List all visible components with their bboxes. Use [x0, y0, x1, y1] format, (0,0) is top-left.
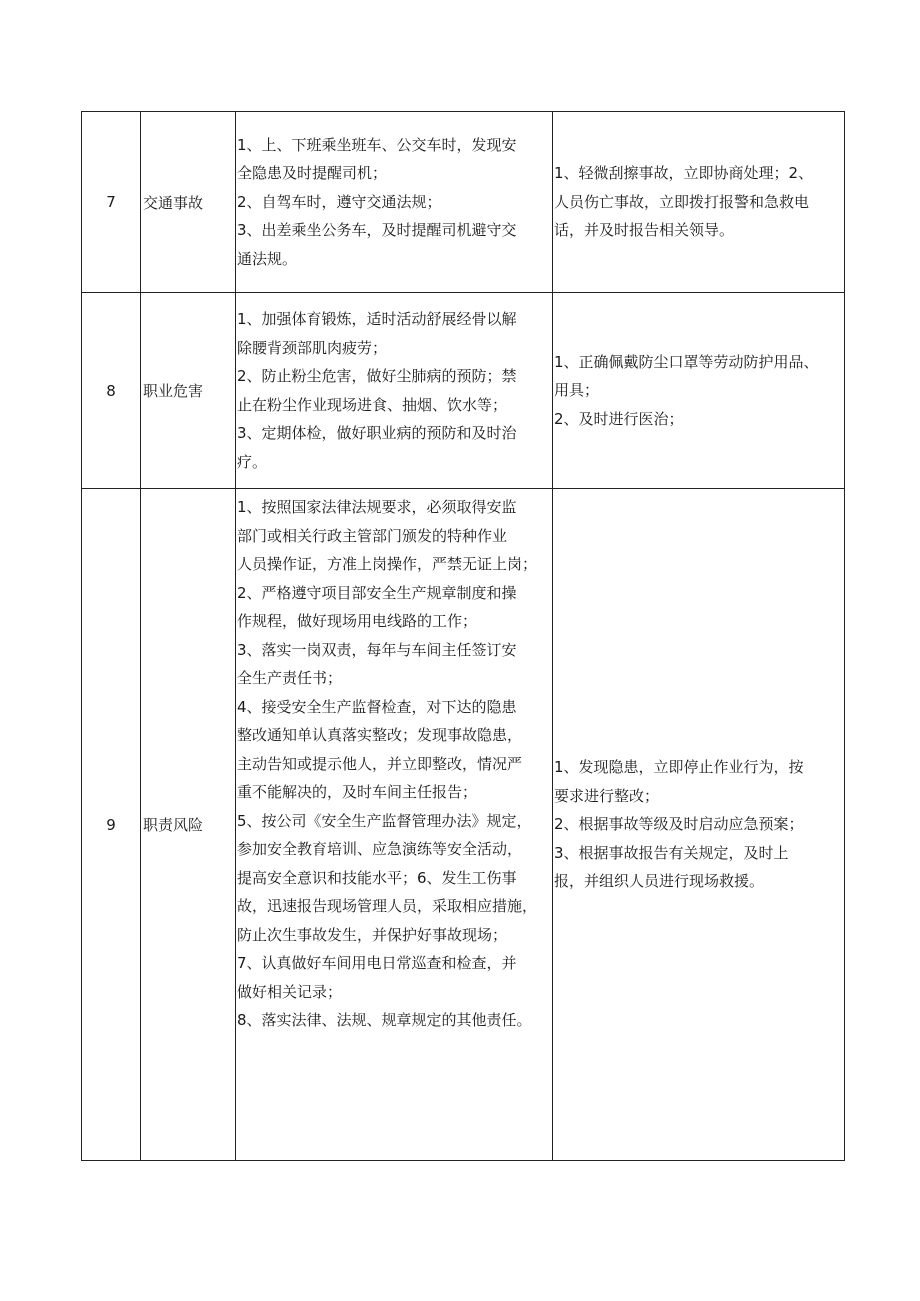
- measure-line: 2、严格遵守项目部安全生产规章制度和操: [237, 583, 517, 602]
- measure-line: 止在粉尘作业现场进食、抽烟、饮水等；: [237, 395, 508, 414]
- measure-line: 重不能解决的，及时车间主任报告；: [237, 783, 478, 801]
- prevention-measures: [236, 112, 553, 293]
- row-number: 9: [82, 489, 141, 1161]
- table-row: [82, 112, 845, 293]
- measure-line: 3、落实一岗双责，每年与车间主任签订安: [237, 640, 517, 659]
- hazard-name: 交通事故: [141, 112, 236, 293]
- response-line: 1、正确佩戴防尘口罩等劳动防护用品、: [554, 352, 819, 371]
- measure-line: 5、按公司《安全生产监督管理办法》规定，: [237, 811, 532, 830]
- measure-line: 通法规。: [237, 249, 298, 268]
- measure-line: 3、出差乘坐公务车，及时提醒司机避守交: [237, 221, 517, 240]
- hazard-name: 职责风险: [141, 489, 236, 1161]
- measure-line: 全隐患及时提醒司机；: [237, 164, 388, 183]
- response-line: 2、及时进行医治；: [554, 409, 684, 428]
- measure-line: 全生产责任书；: [237, 669, 343, 687]
- table-row: [82, 293, 845, 489]
- measure-line: 作规程，做好现场用电线路的工作；: [237, 612, 478, 630]
- measure-line: 部门或相关行政主管部门颁发的特种作业: [237, 526, 508, 545]
- emergency-response: [553, 489, 845, 1161]
- measure-line: 2、防止粉尘危害，做好尘肺病的预防；禁: [237, 367, 517, 385]
- measure-line: 除腰背颈部肌肉疲劳；: [237, 338, 388, 357]
- measure-line: 提高安全意识和技能水平；6、发生工伤事: [237, 868, 517, 887]
- response-line: 3、根据事故报告有关规定，及时上: [554, 843, 789, 862]
- measure-line: 整改通知单认真落实整改；发现事故隐患，: [237, 726, 523, 744]
- table-row: [82, 489, 845, 1161]
- measure-line: 2、自驾车时，遵守交通法规；: [237, 192, 442, 211]
- prevention-measures: [236, 489, 553, 1161]
- response-line: 2、根据事故等级及时启动应急预案；: [554, 815, 804, 834]
- response-line: 1、发现隐患，立即停止作业行为，按: [554, 758, 804, 777]
- measure-line: 参加安全教育培训、应急演练等安全活动，: [237, 840, 523, 858]
- emergency-response: [553, 112, 845, 293]
- hazard-name: 职业危害: [141, 293, 236, 489]
- response-line: 话，并及时报告相关领导。: [554, 221, 735, 240]
- measure-line: 1、加强体育锻炼，适时活动舒展经骨以解: [237, 310, 517, 328]
- measure-line: 7、认真做好车间用电日常巡查和检查，并: [237, 954, 517, 972]
- emergency-response: [553, 293, 845, 489]
- measure-line: 8、落实法律、法规、规章规定的其他责任。: [237, 1011, 532, 1029]
- measure-line: 防止次生事故发生，并保护好事故现场；: [237, 925, 508, 944]
- response-line: 1、轻微刮擦事故，立即协商处理；2、: [554, 164, 814, 183]
- measure-line: 人员操作证，方准上岗操作，严禁无证上岗；: [237, 555, 538, 573]
- measure-line: 1、按照国家法律法规要求，必须取得安监: [237, 498, 517, 516]
- measure-line: 做好相关记录；: [237, 982, 343, 1001]
- measure-line: 3、定期体检，做好职业病的预防和及时治: [237, 424, 517, 442]
- measure-line: 主动告知或提示他人，并立即整改，情况严: [237, 754, 523, 773]
- prevention-measures: [236, 293, 553, 489]
- measure-line: 故，迅速报告现场管理人员，采取相应措施，: [237, 897, 538, 915]
- response-line: 人员伤亡事故，立即拨打报警和急救电: [554, 192, 810, 211]
- response-line: 要求进行整改；: [554, 786, 660, 805]
- response-line: 报，并组织人员进行现场救援。: [554, 872, 765, 891]
- measure-line: 4、接受安全生产监督检查，对下达的隐患: [237, 697, 517, 716]
- measure-line: 疗。: [237, 452, 268, 471]
- response-line: 用具；: [554, 381, 600, 400]
- row-number: 7: [82, 112, 141, 293]
- risk-table: [81, 111, 845, 1161]
- row-number: 8: [82, 293, 141, 489]
- measure-line: 1、上、下班乘坐班车、公交车时，发现安: [237, 135, 517, 154]
